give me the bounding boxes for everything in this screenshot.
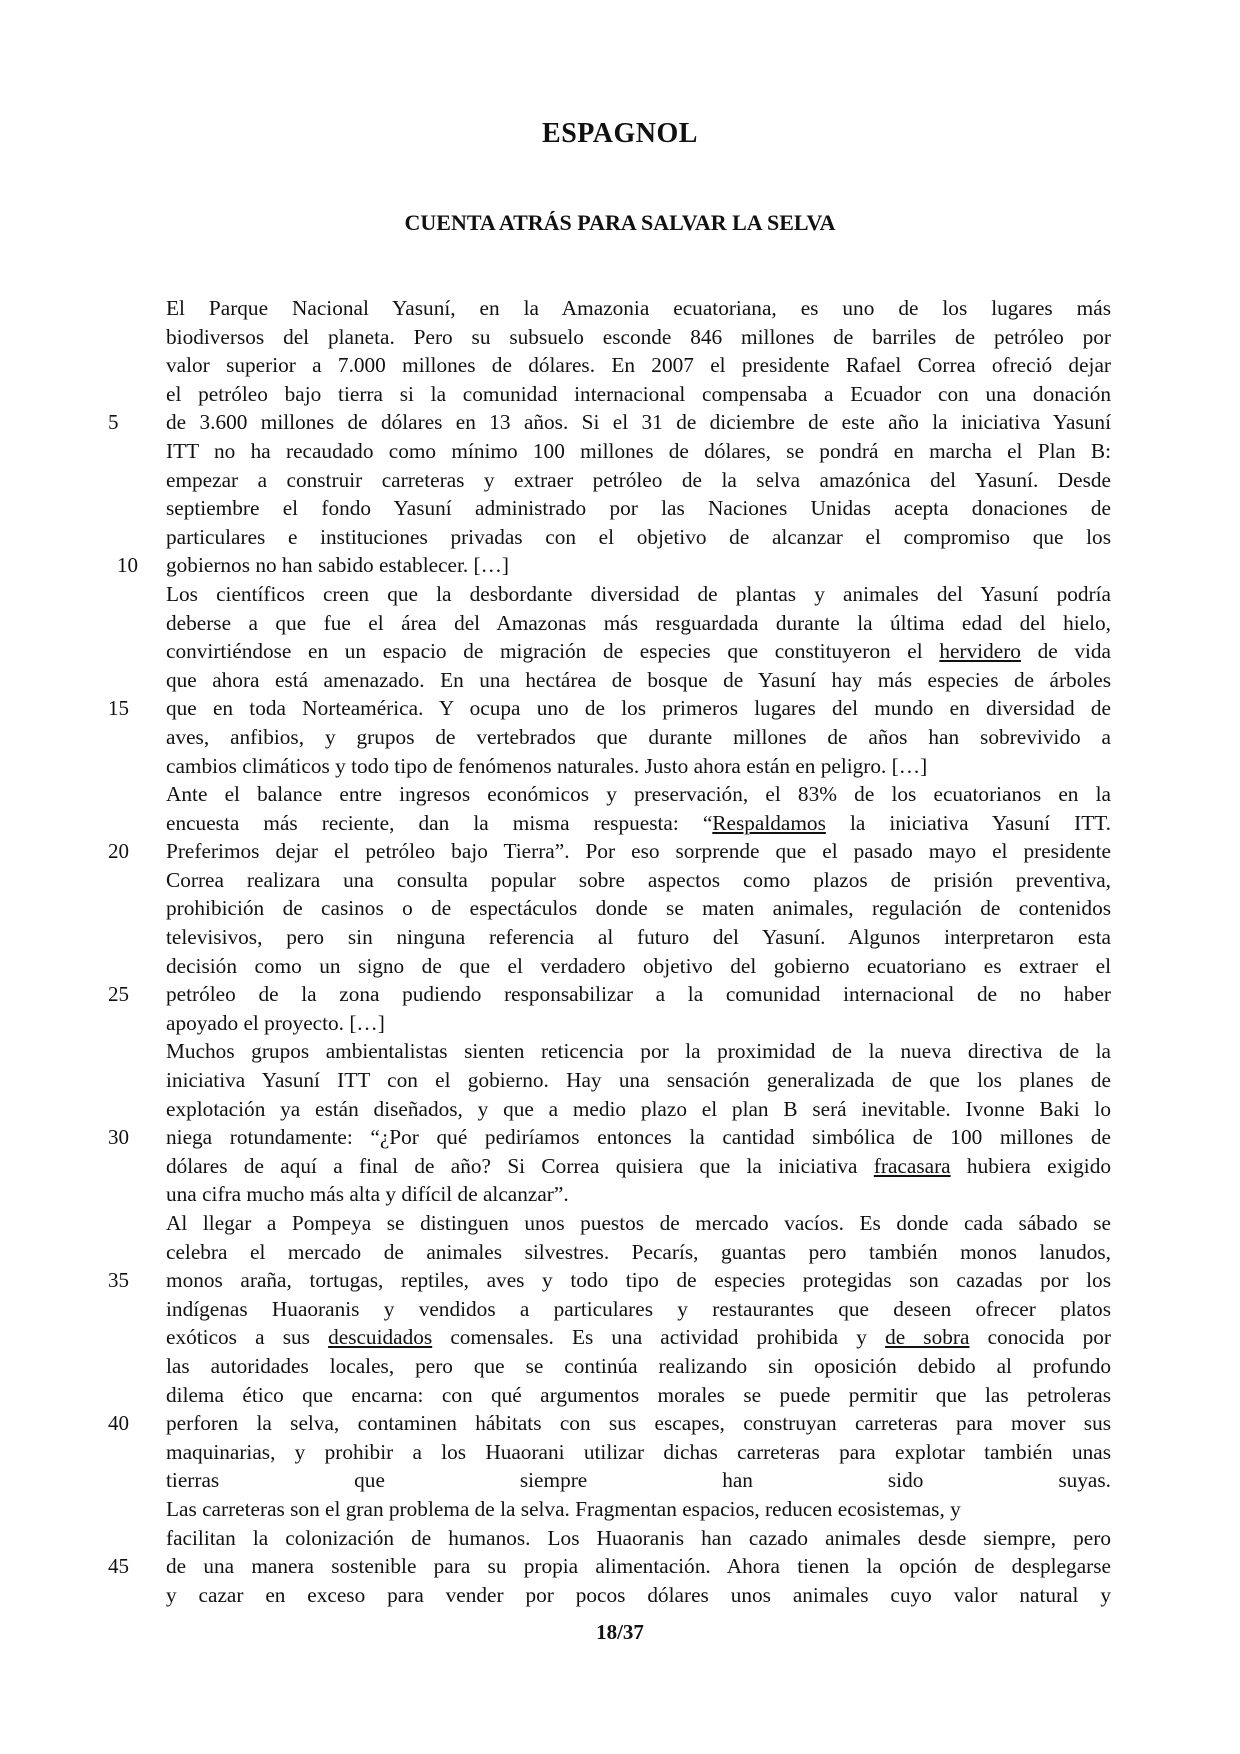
line-number: 45 (108, 1554, 129, 1579)
text-line: iniciativa Yasuní ITT con el gobierno. Hay una sensación generalizada de que los planes de (166, 1068, 1111, 1093)
line-number: 25 (108, 982, 129, 1007)
text-line: apoyado el proyecto. […] (166, 1010, 385, 1035)
text-line: que ahora está amenazado. En una hectárea de bosque de Yasuní hay más especies de árboles (166, 667, 1111, 692)
text-line: gobiernos no han sabido establecer. […] 10 (166, 551, 1111, 580)
text-line: monos araña, tortugas, reptiles, aves y todo tipo de especies protegidas son cazadas por los 35 (166, 1266, 1111, 1295)
article-title: CUENTA ATRÁS PARA SALVAR LA SELVA (404, 210, 836, 235)
text-line: Los científicos creen que la desbordante diversidad de plantas y animales del Yasuní podría (166, 581, 1111, 606)
text-line: facilitan la colonización de humanos. Los Huaoranis han cazado animales desde siempre, pero (166, 1525, 1111, 1550)
underlined-word: Respaldamos (712, 810, 826, 835)
text-line: prohibición de casinos o de espectáculos donde se maten animales, regulación de contenidos (166, 896, 1111, 921)
text-line: empezar a construir carreteras y extraer petróleo de la selva amazónica del Yasuní. Desde (166, 467, 1111, 492)
text-line: Las carreteras son el gran problema de la selva. Fragmentan espacios, reducen ecosistemas, y (166, 1496, 961, 1521)
text-line: Correa realizara una consulta popular sobre aspectos como plazos de prisión preventiva, (166, 867, 1111, 892)
text-line: maquinarias, y prohibir a los Huaorani utilizar dichas carreteras para explotar también unas (166, 1439, 1111, 1464)
text-line: y cazar en exceso para vender por pocos dólares unos animales cuyo valor natural y (166, 1582, 1111, 1607)
text-line: niega rotundamente: “¿Por qué pediríamos entonces la cantidad simbólica de 100 millones de 30 (166, 1123, 1111, 1152)
text-line: decisión como un signo de que el verdadero objetivo del gobierno ecuatoriano es extraer el (166, 953, 1111, 978)
text-line: televisivos, pero sin ninguna referencia al futuro del Yasuní. Algunos interpretaron esta (166, 925, 1111, 950)
underlined-word: descuidados (328, 1325, 433, 1350)
text-line: que en toda Norteamérica. Y ocupa uno de los primeros lugares del mundo en diversidad de 15 (166, 694, 1111, 723)
text-line: Ante el balance entre ingresos económicos y preservación, el 83% de los ecuatorianos en la (166, 782, 1111, 807)
underlined-word: de sobra (885, 1325, 970, 1350)
text-line: Preferimos dejar el petróleo bajo Tierra”. Por eso sorprende que el pasado mayo el presidente 20 (166, 837, 1111, 866)
text-line: convirtiéndose en un espacio de migración de especies que constituyeron el hervidero de vida (166, 639, 1112, 664)
text-line: el petróleo bajo tierra si la comunidad internacional compensaba a Ecuador con una donación (166, 381, 1111, 406)
text-line: ITT no ha recaudado como mínimo 100 millones de dólares, se pondrá en marcha el Plan B: (166, 438, 1111, 463)
text-line: cambios climáticos y todo tipo de fenómenos naturales. Justo ahora están en peligro. […] (166, 753, 928, 778)
text-line: Muchos grupos ambientalistas sienten reticencia por la proximidad de la nueva directiva de la (166, 1039, 1111, 1064)
line-number: 35 (108, 1268, 129, 1293)
text-line: biodiversos del planeta. Pero su subsuelo esconde 846 millones de barriles de petróleo por (166, 324, 1111, 349)
text-line: deberse a que fue el área del Amazonas más resguardada durante la última edad del hielo, (166, 610, 1111, 635)
text-line: El Parque Nacional Yasuní, en la Amazonia ecuatoriana, es uno de los lugares más (166, 296, 1111, 320)
text-line: indígenas Huaoranis y vendidos a particulares y restaurantes que deseen ofrecer platos (166, 1296, 1111, 1321)
text-line: de una manera sostenible para su propia alimentación. Ahora tienen la opción de desplegarse 45 (166, 1552, 1111, 1581)
subject-heading: ESPAGNOL (542, 118, 698, 149)
text-line: exóticos a sus descuidados comensales. Es una actividad prohibida y de sobra conocida por (166, 1325, 1112, 1350)
line-number: 20 (108, 839, 129, 864)
text-line: dilema ético que encarna: con qué argumentos morales se puede permitir que las petroleras (166, 1382, 1111, 1407)
text-line: dólares de aquí a final de año? Si Correa quisiera que la iniciativa fracasara hubiera exigido (166, 1153, 1112, 1178)
line-number: 30 (108, 1125, 129, 1150)
text-line: celebra el mercado de animales silvestres. Pecarís, guantas pero también monos lanudos, (166, 1239, 1111, 1264)
line-number: 10 (117, 553, 138, 578)
line-number: 40 (108, 1411, 129, 1436)
text-line: tierras que siempre han sido suyas. (166, 1468, 1111, 1493)
text-line: las autoridades locales, pero que se continúa realizando sin oposición debido al profundo (166, 1353, 1111, 1378)
text-line: septiembre el fondo Yasuní administrado por las Naciones Unidas acepta donaciones de (166, 496, 1111, 521)
underlined-word: hervidero (939, 639, 1021, 664)
text-line: particulares e instituciones privadas con el objetivo de alcanzar el compromiso que los (166, 524, 1111, 549)
article-body (108, 294, 1112, 1609)
text-line: petróleo de la zona pudiendo responsabilizar a la comunidad internacional de no haber 25 (166, 980, 1111, 1009)
text-line: encuesta más reciente, dan la misma respuesta: “Respaldamos la iniciativa Yasuní ITT. (166, 810, 1112, 835)
underlined-word: fracasara (873, 1153, 951, 1178)
text-line: valor superior a 7.000 millones de dólares. En 2007 el presidente Rafael Correa ofreció dejar (166, 353, 1111, 378)
text-line: aves, anfibios, y grupos de vertebrados que durante millones de años han sobrevivido a (166, 724, 1111, 749)
text-line: de 3.600 millones de dólares en 13 años. Si el 31 de diciembre de este año la iniciativa Yasuní 5 (166, 408, 1111, 437)
text-line: Al llegar a Pompeya se distinguen unos puestos de mercado vacíos. Es donde cada sábado se (166, 1211, 1111, 1235)
text-line: una cifra mucho más alta y difícil de alcanzar”. (166, 1182, 569, 1207)
text-line: explotación ya están diseñados, y que a medio plazo el plan B será inevitable. Ivonne Baki lo (166, 1096, 1111, 1121)
page-number: 18/37 (596, 1620, 644, 1644)
line-number: 5 (108, 410, 119, 435)
text-line: perforen la selva, contaminen hábitats con sus escapes, construyan carreteras para mover sus 40 (166, 1409, 1111, 1438)
line-number: 15 (108, 696, 129, 721)
